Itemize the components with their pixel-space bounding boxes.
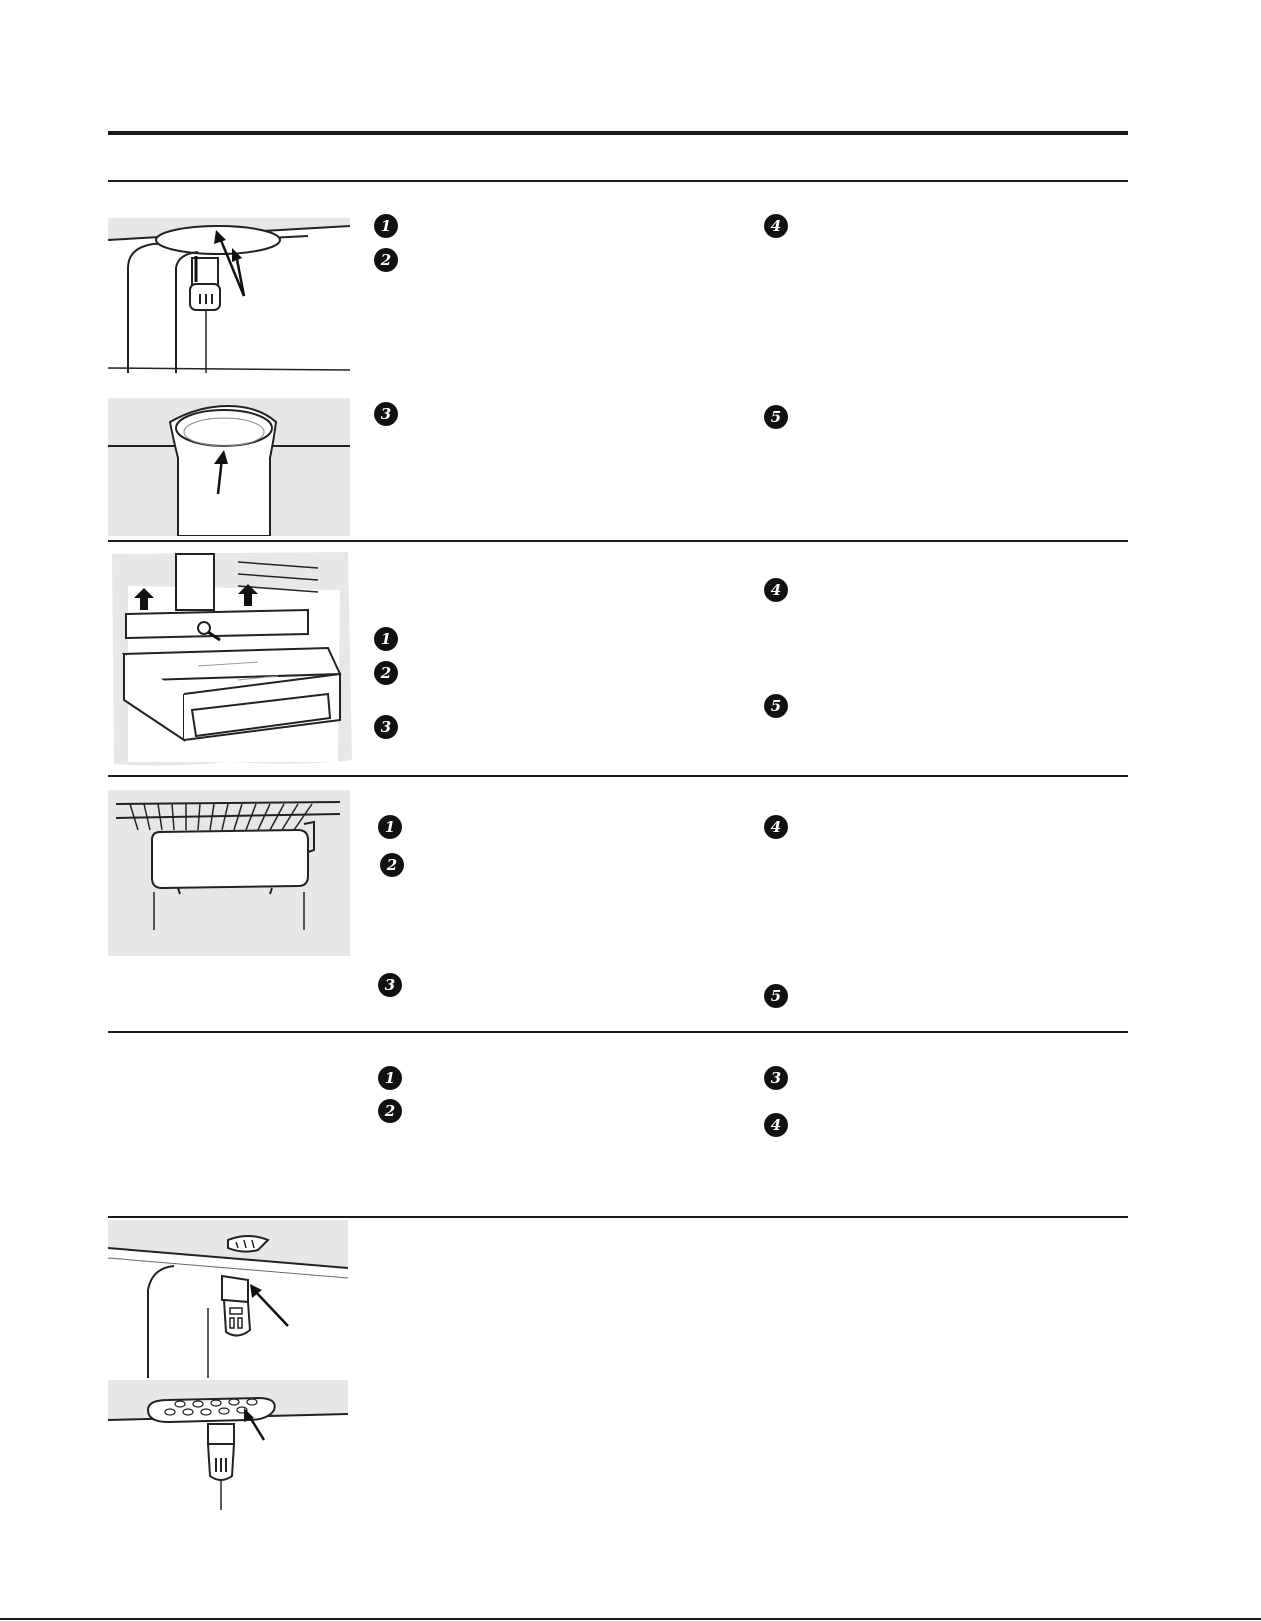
section-divider: [108, 540, 1128, 542]
step-1-badge: 1: [378, 1066, 402, 1090]
step-4-badge: 4: [764, 578, 788, 602]
step-3-badge: 3: [764, 1066, 788, 1090]
filter-head-illustration: [108, 1380, 348, 1510]
step-2-badge: 2: [378, 1099, 402, 1123]
step-3-badge: 3: [374, 715, 398, 739]
step-1-badge: 1: [378, 815, 402, 839]
dispenser-nozzle-illustration: [108, 218, 350, 373]
step-4-badge: 4: [764, 1113, 788, 1137]
shelf-removal-illustration: [108, 550, 354, 770]
step-4-badge: 4: [764, 214, 788, 238]
section-divider: [108, 180, 1128, 182]
step-1-badge: 1: [374, 214, 398, 238]
filter-housing-illustration: [108, 1220, 348, 1378]
step-5-badge: 5: [764, 694, 788, 718]
step-2-badge: 2: [374, 661, 398, 685]
section-divider: [108, 1031, 1128, 1033]
freezer-bin-illustration: [108, 790, 350, 956]
step-4-badge: 4: [764, 815, 788, 839]
step-3-badge: 3: [378, 973, 402, 997]
step-5-badge: 5: [764, 984, 788, 1008]
dispenser-cup-illustration: [108, 398, 350, 536]
footer-rule: [0, 1618, 1261, 1620]
step-2-badge: 2: [374, 248, 398, 272]
step-5-badge: 5: [764, 405, 788, 429]
step-1-badge: 1: [374, 627, 398, 651]
section-divider: [108, 1216, 1128, 1218]
section-divider: [108, 775, 1128, 777]
step-2-badge: 2: [380, 853, 404, 877]
header-rule-thick: [108, 131, 1128, 135]
step-3-badge: 3: [374, 402, 398, 426]
